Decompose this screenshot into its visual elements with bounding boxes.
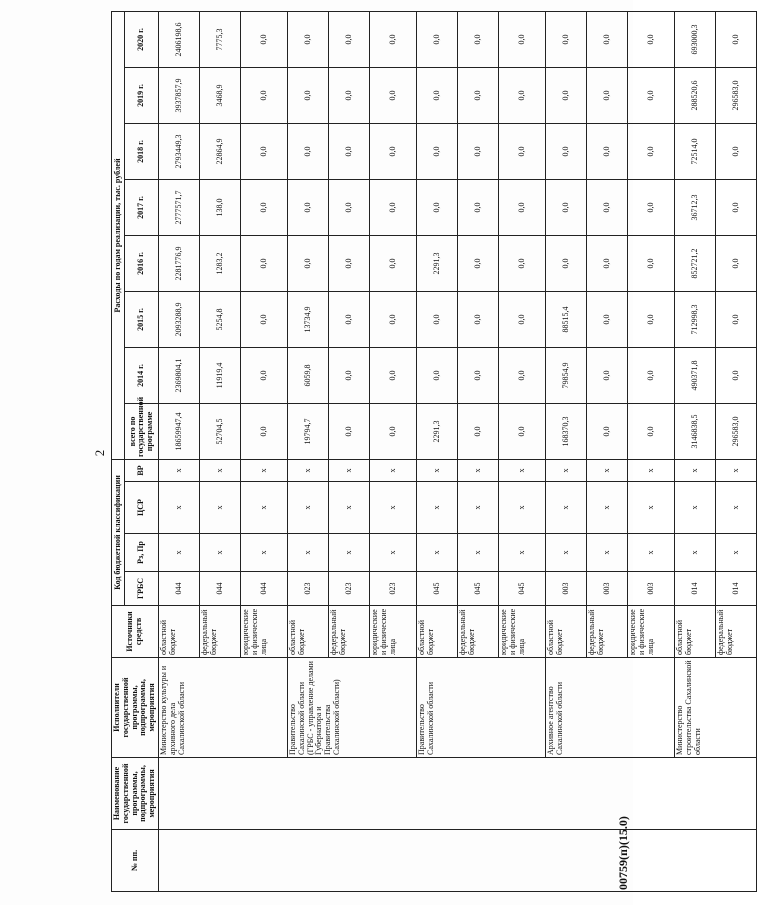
cell-2015: 2093288,9 [158, 291, 199, 347]
cell-2017: 0,0 [498, 179, 545, 235]
cell-2017: 0,0 [715, 179, 756, 235]
cell-total: 0,0 [586, 403, 627, 459]
header-rzpr: Рз, Пр [125, 534, 159, 572]
cell-total: 0,0 [457, 403, 498, 459]
cell-2019: 0,0 [457, 67, 498, 123]
cell-rzpr: х [715, 534, 756, 572]
cell-csr: х [627, 482, 674, 534]
cell-2020: 0,0 [586, 11, 627, 67]
cell-total: 2291,3 [416, 403, 457, 459]
cell-2014: 0,0 [369, 347, 416, 403]
cell-vr: х [586, 459, 627, 481]
cell-2018: 22864,9 [199, 123, 240, 179]
cell-source: областной бюджет [287, 606, 328, 658]
cell-2015: 0,0 [328, 291, 369, 347]
cell-2018: 0,0 [240, 123, 287, 179]
cell-2019: 288520,6 [674, 67, 715, 123]
cell-2015: 0,0 [498, 291, 545, 347]
cell-2019: 0,0 [498, 67, 545, 123]
cell-2017: 0,0 [240, 179, 287, 235]
cell-2017: 2777571,7 [158, 179, 199, 235]
page-number: 2 [92, 449, 107, 457]
cell-csr: х [498, 482, 545, 534]
cell-source: областной бюджет [545, 606, 586, 658]
cell-executor: Архивное агентство Сахалинской области [545, 658, 674, 758]
cell-csr: х [674, 482, 715, 534]
cell-2020: 0,0 [715, 11, 756, 67]
cell-vr: х [287, 459, 328, 481]
cell-rzpr: х [158, 534, 199, 572]
cell-csr: х [158, 482, 199, 534]
cell-total: 296583,0 [715, 403, 756, 459]
cell-total: 0,0 [627, 403, 674, 459]
cell-2014: 0,0 [627, 347, 674, 403]
cell-grbs: 023 [328, 572, 369, 606]
cell-rzpr: х [457, 534, 498, 572]
header-year-2016: 2016 г. [125, 235, 159, 291]
cell-executor: Министерство строительства Сахалинской области [674, 658, 756, 758]
header-kbk: Код бюджетной классификации [112, 459, 125, 605]
header-expenses: Расходы по годам реализации, тыс. рублей [112, 11, 125, 459]
cell-2019: 0,0 [240, 67, 287, 123]
cell-2019: 0,0 [627, 67, 674, 123]
budget-table [111, 11, 757, 892]
cell-total: 52704,5 [199, 403, 240, 459]
cell-2020: 0,0 [416, 11, 457, 67]
cell-vr: х [545, 459, 586, 481]
header-year-2019: 2019 г. [125, 67, 159, 123]
cell-source: федеральный бюджет [199, 606, 240, 658]
cell-grbs: 003 [586, 572, 627, 606]
cell-total: 0,0 [328, 403, 369, 459]
cell-2014: 2369804,1 [158, 347, 199, 403]
cell-vr: х [240, 459, 287, 481]
cell-grbs: 023 [369, 572, 416, 606]
cell-2017: 0,0 [369, 179, 416, 235]
cell-total: 3146838,5 [674, 403, 715, 459]
cell-2018: 0,0 [545, 123, 586, 179]
cell-rzpr: х [498, 534, 545, 572]
cell-source: федеральный бюджет [715, 606, 756, 658]
cell-source: федеральный бюджет [457, 606, 498, 658]
cell-executor: Министерство культуры и архивного дела Сахалинской области [158, 658, 287, 758]
cell-2014: 490371,8 [674, 347, 715, 403]
cell-csr: х [287, 482, 328, 534]
header-grbs: ГРБС [125, 572, 159, 606]
cell-2016: 0,0 [715, 235, 756, 291]
cell-2020: 0,0 [498, 11, 545, 67]
cell-2015: 13734,9 [287, 291, 328, 347]
cell-2016: 0,0 [328, 235, 369, 291]
cell-csr: х [586, 482, 627, 534]
cell-2019: 3937857,9 [158, 67, 199, 123]
cell-2016: 0,0 [586, 235, 627, 291]
cell-2015: 0,0 [627, 291, 674, 347]
cell-vr: х [674, 459, 715, 481]
cell-source: юридические и физические лица [240, 606, 287, 658]
cell-csr: х [199, 482, 240, 534]
cell-2017: 138,0 [199, 179, 240, 235]
cell-2020: 0,0 [240, 11, 287, 67]
header-executor: Исполнители государственной программы, подпрограммы, мероприятия [112, 658, 159, 758]
cell-2016: 0,0 [240, 235, 287, 291]
document-stamp: 00759(п)(15.0) [616, 816, 630, 890]
cell-csr: х [545, 482, 586, 534]
cell-executor: Правительство Сахалинской области (ГРБС - управление делами Губернатора и Правительства Сахалинской области) [287, 658, 416, 758]
cell-2015: 0,0 [586, 291, 627, 347]
cell-total: 0,0 [369, 403, 416, 459]
cell-2014: 0,0 [586, 347, 627, 403]
cell-2016: 0,0 [627, 235, 674, 291]
cell-2016: 852721,2 [674, 235, 715, 291]
cell-csr: х [416, 482, 457, 534]
cell-csr: х [369, 482, 416, 534]
cell-grbs: 044 [158, 572, 199, 606]
cell-source: областной бюджет [416, 606, 457, 658]
cell-2015: 0,0 [369, 291, 416, 347]
cell-grbs: 045 [416, 572, 457, 606]
cell-2017: 36712,3 [674, 179, 715, 235]
cell-2014: 6059,8 [287, 347, 328, 403]
cell-2018: 0,0 [416, 123, 457, 179]
cell-2017: 0,0 [287, 179, 328, 235]
cell-num [158, 830, 756, 892]
cell-grbs: 044 [199, 572, 240, 606]
cell-grbs: 045 [457, 572, 498, 606]
header-sources: Источники средств [112, 606, 159, 658]
cell-2019: 0,0 [545, 67, 586, 123]
cell-2019: 296583,0 [715, 67, 756, 123]
cell-2014: 0,0 [328, 347, 369, 403]
cell-2015: 0,0 [457, 291, 498, 347]
cell-2017: 0,0 [627, 179, 674, 235]
cell-2015: 0,0 [715, 291, 756, 347]
cell-2014: 0,0 [457, 347, 498, 403]
cell-2014: 79854,9 [545, 347, 586, 403]
cell-2018: 0,0 [328, 123, 369, 179]
cell-2016: 0,0 [498, 235, 545, 291]
cell-source: областной бюджет [674, 606, 715, 658]
cell-2020: 0,0 [328, 11, 369, 67]
cell-rzpr: х [674, 534, 715, 572]
cell-csr: х [457, 482, 498, 534]
table-row [158, 11, 199, 891]
cell-2020: 0,0 [457, 11, 498, 67]
cell-2020: 0,0 [287, 11, 328, 67]
cell-vr: х [369, 459, 416, 481]
cell-2015: 5254,8 [199, 291, 240, 347]
cell-2014: 0,0 [240, 347, 287, 403]
cell-rzpr: х [545, 534, 586, 572]
header-name: Наименование государственной программы, подпрограммы, мероприятия [112, 758, 159, 830]
cell-2018: 72514,0 [674, 123, 715, 179]
cell-source: юридические и физические лица [498, 606, 545, 658]
cell-executor: Правительство Сахалинской области [416, 658, 545, 758]
header-vr: ВР [125, 459, 159, 481]
cell-total: 0,0 [240, 403, 287, 459]
cell-2017: 0,0 [545, 179, 586, 235]
cell-vr: х [416, 459, 457, 481]
cell-2019: 0,0 [369, 67, 416, 123]
cell-csr: х [715, 482, 756, 534]
header-year-2014: 2014 г. [125, 347, 159, 403]
cell-2020: 2406198,6 [158, 11, 199, 67]
cell-2016: 0,0 [545, 235, 586, 291]
cell-vr: х [457, 459, 498, 481]
cell-vr: х [498, 459, 545, 481]
cell-vr: х [715, 459, 756, 481]
cell-2014: 0,0 [498, 347, 545, 403]
cell-rzpr: х [328, 534, 369, 572]
cell-2019: 0,0 [586, 67, 627, 123]
cell-2020: 0,0 [627, 11, 674, 67]
cell-2015: 88515,4 [545, 291, 586, 347]
cell-total: 168370,3 [545, 403, 586, 459]
header-total: всего по государственной программе [125, 403, 159, 459]
cell-2017: 0,0 [416, 179, 457, 235]
cell-2017: 0,0 [457, 179, 498, 235]
header-year-2018: 2018 г. [125, 123, 159, 179]
cell-rzpr: х [416, 534, 457, 572]
cell-source: юридические и физические лица [627, 606, 674, 658]
cell-grbs: 014 [715, 572, 756, 606]
cell-2016: 0,0 [369, 235, 416, 291]
cell-csr: х [328, 482, 369, 534]
cell-2015: 712998,3 [674, 291, 715, 347]
cell-2017: 0,0 [586, 179, 627, 235]
cell-rzpr: х [240, 534, 287, 572]
cell-2017: 0,0 [328, 179, 369, 235]
cell-2018: 0,0 [715, 123, 756, 179]
cell-2020: 0,0 [545, 11, 586, 67]
rotated-document [86, 14, 740, 892]
header-row-1 [112, 11, 125, 891]
cell-grbs: 044 [240, 572, 287, 606]
cell-2019: 3468,9 [199, 67, 240, 123]
cell-grbs: 023 [287, 572, 328, 606]
cell-2019: 0,0 [328, 67, 369, 123]
cell-vr: х [627, 459, 674, 481]
cell-2016: 1283,2 [199, 235, 240, 291]
cell-grbs: 014 [674, 572, 715, 606]
header-csr: ЦСР [125, 482, 159, 534]
cell-grbs: 003 [627, 572, 674, 606]
cell-2016: 0,0 [287, 235, 328, 291]
cell-2020: 693000,3 [674, 11, 715, 67]
cell-grbs: 045 [498, 572, 545, 606]
cell-source: федеральный бюджет [328, 606, 369, 658]
cell-2018: 2793449,3 [158, 123, 199, 179]
cell-total: 19794,7 [287, 403, 328, 459]
cell-2014: 11919,4 [199, 347, 240, 403]
cell-2016: 2291,3 [416, 235, 457, 291]
cell-rzpr: х [287, 534, 328, 572]
cell-total: 18659947,4 [158, 403, 199, 459]
cell-2016: 2281776,9 [158, 235, 199, 291]
cell-2019: 0,0 [416, 67, 457, 123]
cell-2020: 0,0 [369, 11, 416, 67]
header-num: № пп. [112, 830, 159, 892]
cell-program-name [158, 758, 756, 830]
cell-2018: 0,0 [457, 123, 498, 179]
cell-source: юридические и физические лица [369, 606, 416, 658]
cell-2014: 0,0 [416, 347, 457, 403]
cell-total: 0,0 [498, 403, 545, 459]
cell-2018: 0,0 [287, 123, 328, 179]
cell-2019: 0,0 [287, 67, 328, 123]
cell-rzpr: х [199, 534, 240, 572]
cell-csr: х [240, 482, 287, 534]
cell-2018: 0,0 [369, 123, 416, 179]
cell-2014: 0,0 [715, 347, 756, 403]
cell-rzpr: х [369, 534, 416, 572]
cell-2020: 7775,3 [199, 11, 240, 67]
cell-vr: х [158, 459, 199, 481]
cell-grbs: 003 [545, 572, 586, 606]
cell-rzpr: х [627, 534, 674, 572]
cell-rzpr: х [586, 534, 627, 572]
cell-2016: 0,0 [457, 235, 498, 291]
cell-vr: х [328, 459, 369, 481]
cell-source: федеральный бюджет [586, 606, 627, 658]
cell-vr: х [199, 459, 240, 481]
cell-2015: 0,0 [240, 291, 287, 347]
cell-source: областной бюджет [158, 606, 199, 658]
header-year-2017: 2017 г. [125, 179, 159, 235]
cell-2018: 0,0 [627, 123, 674, 179]
header-year-2015: 2015 г. [125, 291, 159, 347]
cell-2015: 0,0 [416, 291, 457, 347]
cell-2018: 0,0 [498, 123, 545, 179]
header-year-2020: 2020 г. [125, 11, 159, 67]
cell-2018: 0,0 [586, 123, 627, 179]
